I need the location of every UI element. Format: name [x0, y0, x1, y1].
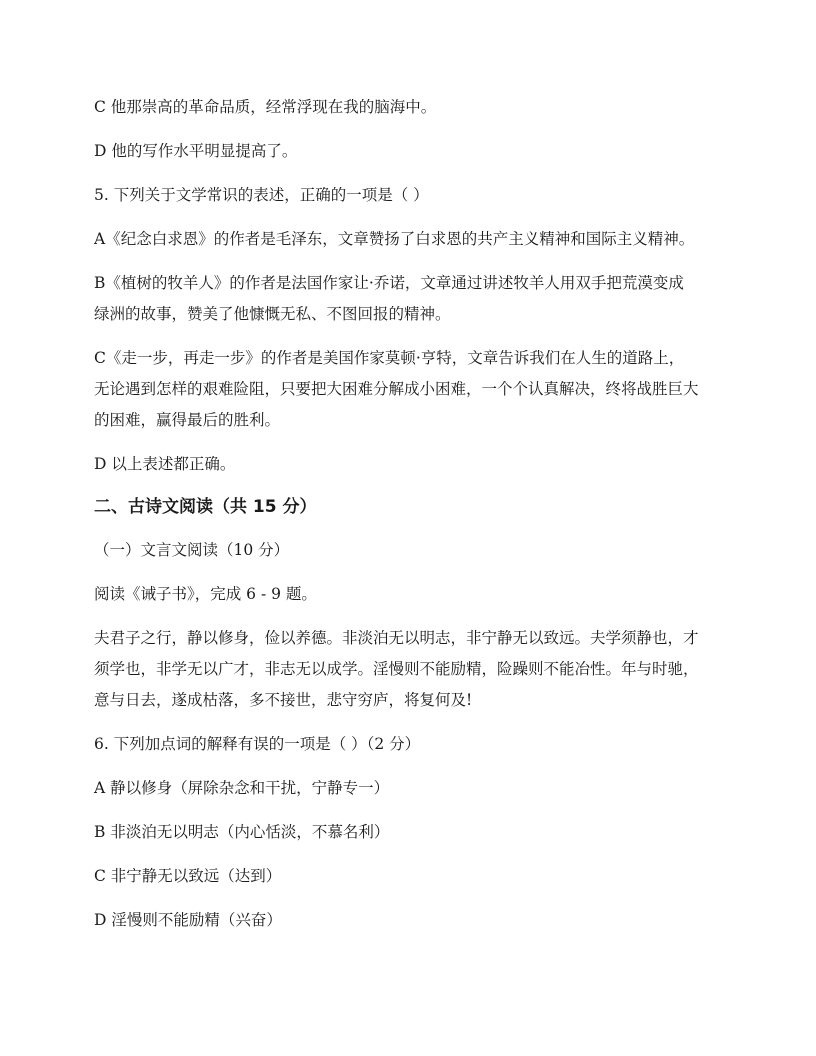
- q5-option-b-line1: B《植树的牧羊人》的作者是法国作家让·乔诺，文章通过讲述牧羊人用双手把荒漠变成: [94, 274, 684, 292]
- passage-line1: 夫君子之行，静以修身，俭以养德。非淡泊无以明志，非宁静无以致远。夫学须静也，才: [94, 629, 699, 647]
- reading-instruction: 阅读《诫子书》，完成 6 - 9 题。: [94, 585, 317, 603]
- q5-option-b: [94, 268, 726, 330]
- section-2-title: 二、古诗文阅读（共 15 分）: [94, 497, 317, 517]
- q6-option-b: B 非淡泊无以明志（内心恬淡，不慕名利）: [94, 823, 390, 841]
- q5-option-a: A《纪念白求恩》的作者是毛泽东，文章赞扬了白求恩的共产主义精神和国际主义精神。: [94, 230, 695, 248]
- passage-line3: 意与日去，遂成枯落，多不接世，悲守穷庐，将复何及!: [94, 691, 473, 709]
- passage-line2: 须学也，非学无以广才，非志无以成学。淫慢则不能励精，险躁则不能冶性。年与时驰，: [94, 660, 699, 678]
- q5-option-b-line2: 绿洲的故事，赞美了他慷慨无私、不图回报的精神。: [94, 305, 451, 323]
- q5-option-c-line2: 无论遇到怎样的艰难险阻，只要把大困难分解成小困难，一个个认真解决，终将战胜巨大: [94, 380, 699, 398]
- q5-option-d: D 以上表述都正确。: [94, 455, 236, 473]
- q4-option-d: D 他的写作水平明显提高了。: [94, 142, 298, 160]
- q6-option-d: D 淫慢则不能励精（兴奋）: [94, 911, 282, 929]
- section-2-subtitle: （一）文言文阅读（10 分）: [94, 541, 290, 559]
- q6-option-c: C 非宁静无以致远（达到）: [94, 867, 282, 885]
- classical-passage: [94, 623, 726, 716]
- q5-stem: 5. 下列关于文学常识的表述，正确的一项是（ ）: [94, 186, 429, 204]
- document-page: [94, 92, 726, 949]
- q4-option-c: C 他那崇高的革命品质，经常浮现在我的脑海中。: [94, 98, 437, 116]
- q5-option-c: [94, 343, 726, 436]
- q6-stem: 6. 下列加点词的解释有误的一项是（ ）（2 分）: [94, 735, 421, 753]
- q5-option-c-line3: 的困难，赢得最后的胜利。: [94, 411, 281, 429]
- q5-option-c-line1: C《走一步，再走一步》的作者是美国作家莫顿·亨特，文章告诉我们在人生的道路上，: [94, 349, 685, 367]
- q6-option-a: A 静以修身（屏除杂念和干扰，宁静专一）: [94, 779, 390, 797]
